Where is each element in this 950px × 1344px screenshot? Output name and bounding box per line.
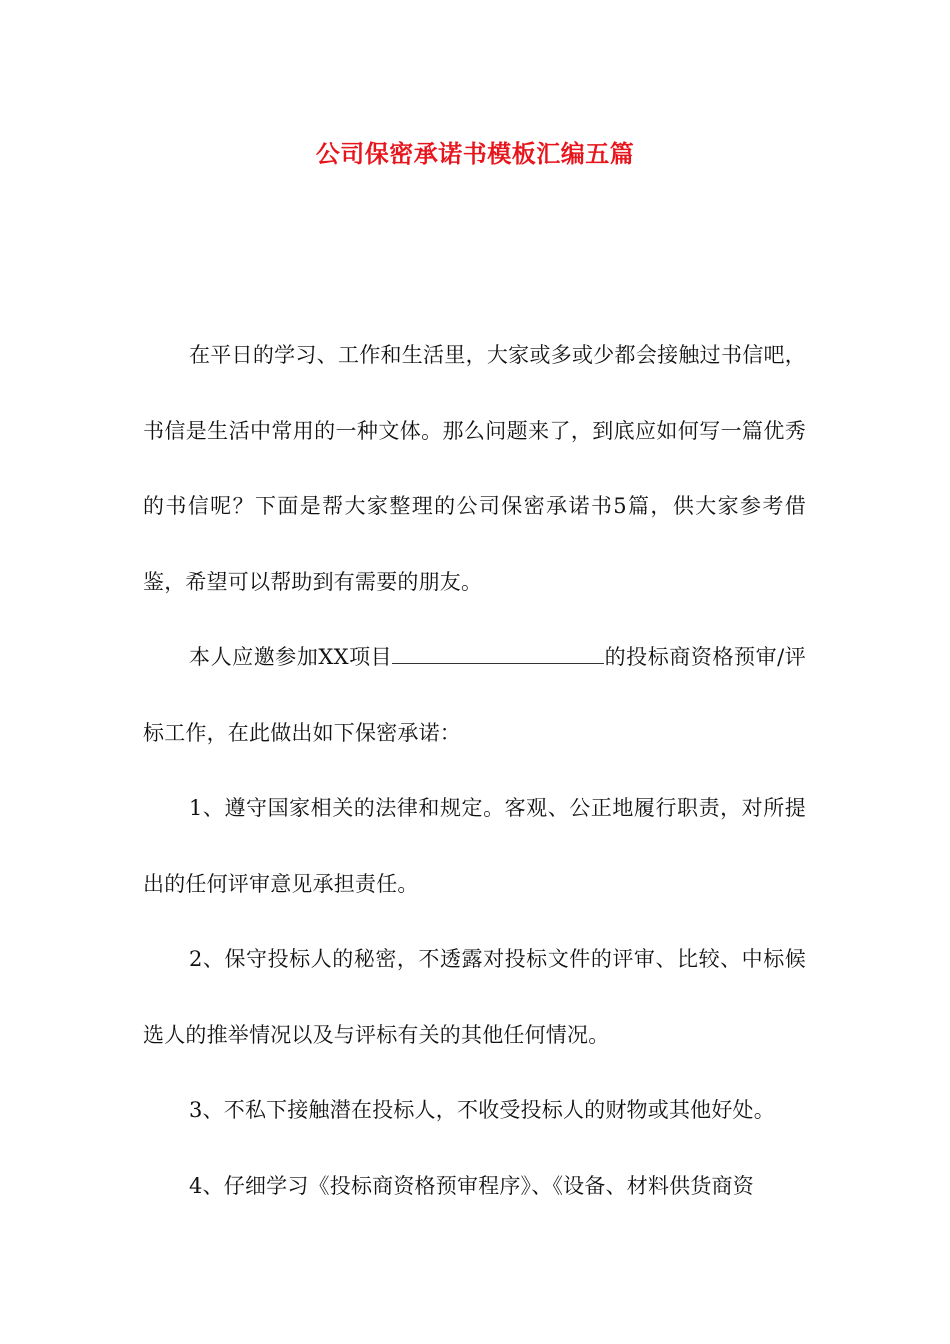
document-body: [143, 318, 806, 1224]
commitment-item-1: 1、遵守国家相关的法律和规定。客观、公正地履行职责，对所提出的任何评审意见承担责任。: [143, 796, 806, 896]
intro-paragraph: 在平日的学习、工作和生活里，大家或多或少都会接触过书信吧，书信是生活中常用的一种文体。那么问题来了，到底应如何写一篇优秀的书信呢？下面是帮大家整理的公司保密承诺书5篇，供大家参考借鉴，希望可以帮助到有需要的朋友。: [143, 343, 806, 594]
commitment-item-3: 3、不私下接触潜在投标人，不收受投标人的财物或其他好处。: [189, 1098, 775, 1122]
commitment-intro-paragraph: [143, 620, 806, 771]
commitment-intro-before-blank: 本人应邀参加XX项目: [189, 645, 393, 669]
commitment-intro-after-blank: 的投标商资格预审/评标工作，在此做出如下保密承诺：: [143, 645, 807, 745]
project-name-blank: [392, 645, 604, 664]
document-title: 公司保密承诺书模板汇编五篇: [315, 139, 635, 168]
commitment-item-2: 2、保守投标人的秘密，不透露对投标文件的评审、比较、中标候选人的推举情况以及与评标有关的其他任何情况。: [143, 947, 806, 1047]
commitment-item-4: 4、仔细学习《投标商资格预审程序》、《设备、材料供货商资: [189, 1173, 754, 1198]
